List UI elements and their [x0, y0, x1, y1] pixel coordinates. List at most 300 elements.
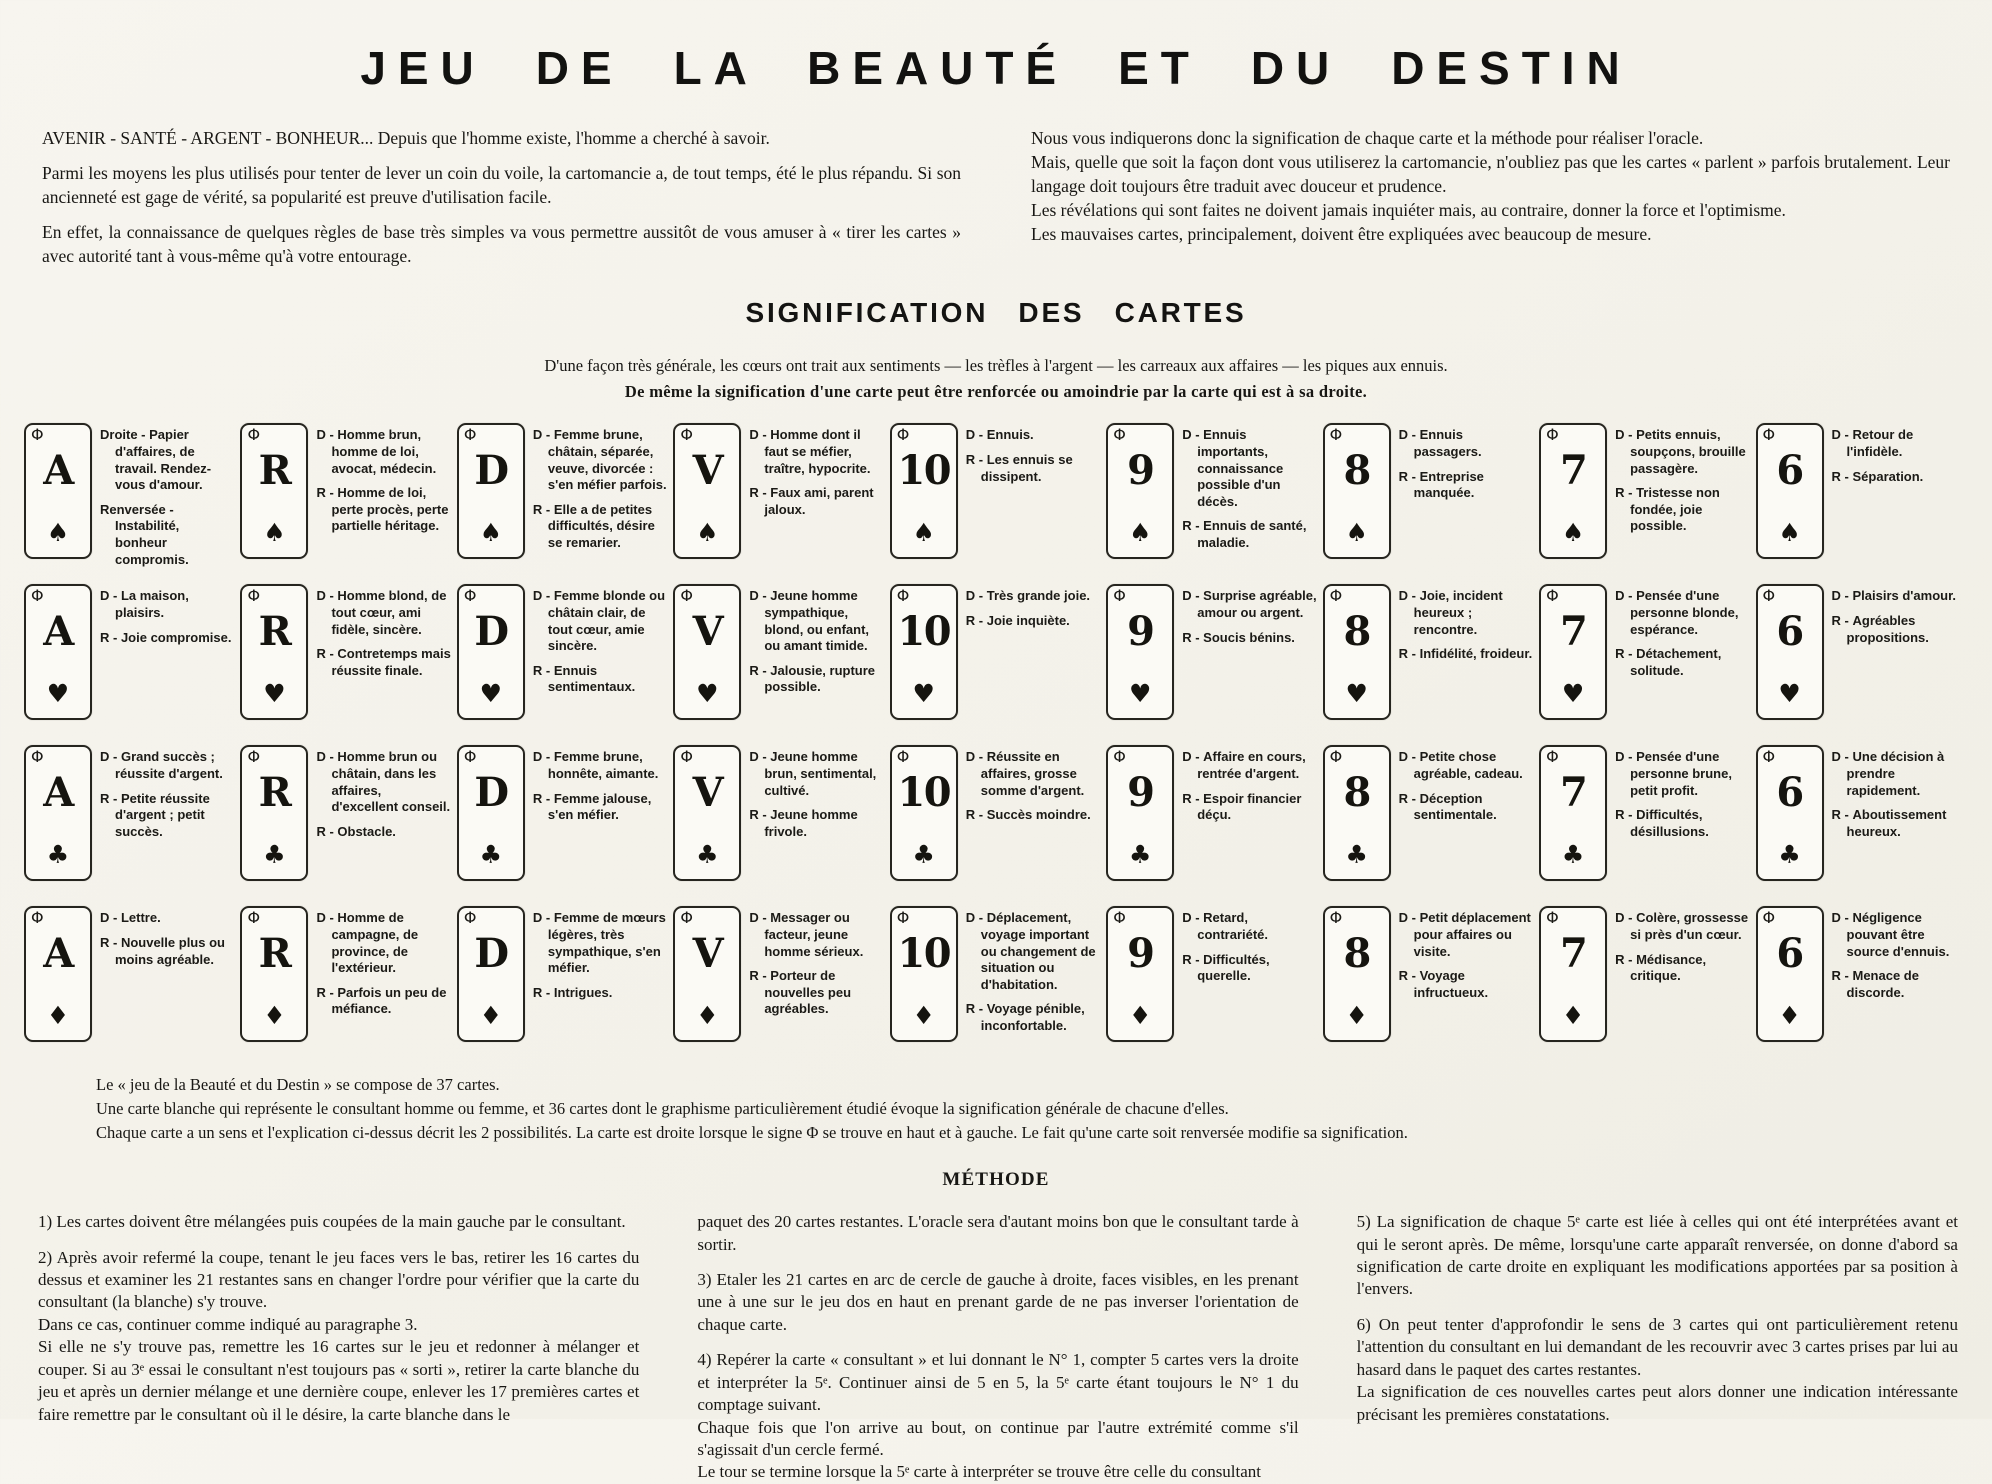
- upright-text: Femme de mœurs légères, très sympathique, s'en méfier.: [547, 910, 666, 976]
- orientation-mark-icon: Φ: [31, 425, 44, 445]
- suit-carreau-icon: ♦: [263, 1001, 286, 1031]
- card-cell-10-coeur: [890, 580, 1106, 741]
- suit-pique-icon: ♠: [1129, 518, 1152, 548]
- reversed-label: R -: [100, 630, 121, 645]
- playing-card: [1106, 745, 1174, 881]
- suit-pique-icon: ♠: [912, 518, 935, 548]
- reversed-meaning: [749, 485, 883, 518]
- reversed-text: Séparation.: [1852, 468, 1924, 484]
- card-cell-R-coeur: [240, 580, 456, 741]
- upright-text: Retour de l'infidèle.: [1846, 427, 1914, 459]
- suit-coeur-icon: ♥: [1345, 679, 1368, 709]
- card-cell-D-pique: [457, 419, 673, 580]
- upright-text: Déplacement, voyage important ou changement de situation ou d'habitation.: [980, 910, 1096, 992]
- card-value: R: [258, 769, 291, 817]
- upright-label: D -: [1182, 588, 1203, 603]
- suit-coeur-icon: ♥: [912, 679, 935, 709]
- card-value: D: [474, 447, 508, 495]
- reversed-text: Intrigues.: [553, 984, 613, 1000]
- reversed-label: R -: [533, 791, 554, 806]
- reversed-meaning: [966, 1001, 1100, 1034]
- reversed-text: Difficultés, désillusions.: [1630, 807, 1709, 839]
- card-value: 8: [1343, 769, 1370, 817]
- upright-text: Plaisirs d'amour.: [1852, 588, 1957, 604]
- upright-text: Homme de campagne, de province, de l'extérieur.: [331, 910, 419, 976]
- upright-label: D -: [316, 749, 337, 764]
- reversed-text: Ennuis de santé, maladie.: [1197, 518, 1307, 551]
- suit-pique-icon: ♠: [1345, 518, 1368, 548]
- reversed-text: Faux ami, parent jaloux.: [764, 485, 874, 517]
- upright-text: Petit déplacement pour affaires ou visite.: [1413, 910, 1531, 959]
- upright-label: D -: [316, 427, 337, 442]
- upright-meaning: [1615, 910, 1749, 943]
- orientation-mark-icon: Φ: [247, 747, 261, 767]
- upright-meaning: [533, 910, 667, 977]
- signification-line-1: D'une façon très générale, les cœurs ont trait aux sentiments — les trèfles à l'argent — les carreaux aux affaires — les piques aux ennuis.: [544, 355, 1448, 375]
- card-meaning: [1182, 741, 1322, 902]
- card-value: 9: [1127, 769, 1154, 817]
- upright-text: Réussite en affaires, grosse somme d'argent.: [980, 749, 1085, 798]
- orientation-mark-icon: Φ: [1329, 747, 1343, 767]
- reversed-label: R -: [1832, 968, 1853, 983]
- reversed-text: Aboutissement heureux.: [1846, 807, 1947, 839]
- suit-trefle-icon: ♣: [1561, 840, 1585, 870]
- playing-card: [890, 584, 958, 720]
- card-meaning: [1832, 902, 1972, 1063]
- upright-text: Surprise agréable, amour ou argent.: [1197, 588, 1317, 620]
- intro-section: [42, 126, 1950, 280]
- playing-card: [673, 906, 741, 1042]
- reversed-text: Médisance, critique.: [1630, 951, 1707, 984]
- playing-card: [24, 423, 92, 559]
- reversed-text: Les ennuis se dissipent.: [980, 451, 1073, 484]
- card-cell-10-pique: [890, 419, 1106, 580]
- card-value: 9: [1127, 608, 1154, 656]
- card-meaning: [1615, 419, 1755, 580]
- card-value: D: [474, 930, 508, 978]
- suit-trefle-icon: ♣: [912, 840, 935, 870]
- orientation-mark-icon: Φ: [247, 586, 261, 606]
- card-value: R: [258, 608, 291, 656]
- card-cell-6-coeur: [1756, 580, 1972, 741]
- card-cell-A-carreau: [24, 902, 240, 1063]
- suit-pique-icon: ♠: [1778, 518, 1801, 548]
- card-meaning: [749, 580, 889, 741]
- card-cell-6-trefle: [1756, 741, 1972, 902]
- card-cell-R-pique: [240, 419, 456, 580]
- upright-meaning: [749, 910, 883, 960]
- upright-text: Ennuis.: [986, 427, 1034, 443]
- playing-card: [1539, 745, 1607, 881]
- card-value: 8: [1343, 930, 1370, 978]
- card-meaning: [966, 902, 1106, 1063]
- card-cell-8-coeur: [1323, 580, 1539, 741]
- reversed-label: R -: [533, 985, 554, 1000]
- upright-text: Homme blond, de tout cœur, ami fidèle, sincère.: [331, 588, 447, 637]
- card-meaning: [1832, 419, 1972, 580]
- reversed-meaning: [1399, 469, 1533, 502]
- upright-text: Retard, contrariété.: [1197, 910, 1269, 942]
- card-cell-D-coeur: [457, 580, 673, 741]
- card-meaning: [533, 741, 673, 902]
- orientation-mark-icon: Φ: [1762, 908, 1776, 928]
- card-cell-10-trefle: [890, 741, 1106, 902]
- reversed-meaning: [100, 935, 234, 968]
- card-cell-V-coeur: [673, 580, 889, 741]
- card-cell-8-carreau: [1323, 902, 1539, 1063]
- orientation-mark-icon: Φ: [31, 747, 44, 767]
- upright-label: D -: [533, 427, 554, 442]
- reversed-meaning: [1399, 791, 1533, 824]
- upright-text: Grand succès ; réussite d'argent.: [115, 749, 223, 781]
- card-value: 6: [1776, 930, 1803, 978]
- reversed-meaning: [316, 985, 450, 1018]
- reversed-meaning: [966, 807, 1100, 824]
- upright-text: Homme dont il faut se méfier, traître, hypocrite.: [764, 427, 871, 476]
- reversed-meaning: [100, 630, 234, 647]
- playing-card: [457, 745, 525, 881]
- methode-column-1: [38, 1211, 639, 1484]
- playing-card: [1323, 906, 1391, 1042]
- card-value: A: [43, 930, 73, 978]
- reversed-label: R -: [966, 613, 987, 628]
- reversed-text: Parfois un peu de méfiance.: [331, 984, 447, 1017]
- card-value: 6: [1776, 447, 1803, 495]
- suit-pique-icon: ♠: [1561, 518, 1585, 548]
- upright-meaning: [1832, 427, 1966, 460]
- suit-carreau-icon: ♦: [1778, 1001, 1801, 1031]
- upright-label: D -: [1615, 910, 1636, 925]
- playing-card: [457, 906, 525, 1042]
- playing-card: [457, 423, 525, 559]
- reversed-meaning: [533, 502, 667, 552]
- upright-meaning: [1399, 910, 1533, 960]
- card-value: 9: [1127, 930, 1154, 978]
- suit-carreau-icon: ♦: [46, 1001, 70, 1031]
- upright-text: Homme brun ou châtain, dans les affaires, d'excellent conseil.: [331, 749, 451, 815]
- reversed-label: R -: [316, 485, 337, 500]
- reversed-label: R -: [1399, 469, 1420, 484]
- suit-coeur-icon: ♥: [1561, 679, 1585, 709]
- card-value: 6: [1776, 769, 1803, 817]
- card-meaning: [316, 580, 456, 741]
- orientation-mark-icon: Φ: [1113, 747, 1126, 767]
- reversed-label: Renversée -: [100, 502, 174, 517]
- upright-text: Pensée d'une personne brune, petit profit.: [1630, 749, 1732, 798]
- methode-paragraph: paquet des 20 cartes restantes. L'oracle sera d'autant moins bon que le consultant tarde à sortir.: [697, 1212, 1299, 1254]
- upright-text: Jeune homme sympathique, blond, ou enfant, ou amant timide.: [764, 588, 870, 654]
- upright-meaning: [1182, 749, 1316, 782]
- methode-column-3: [1357, 1211, 1958, 1484]
- reversed-label: R -: [1615, 952, 1636, 967]
- upright-label: D -: [1182, 749, 1203, 764]
- card-value: V: [692, 447, 723, 495]
- card-meaning: [1832, 741, 1972, 902]
- reversed-label: R -: [1182, 791, 1203, 806]
- reversed-meaning: [1832, 807, 1966, 840]
- reversed-label: R -: [533, 502, 554, 517]
- card-value: A: [43, 769, 73, 817]
- reversed-meaning: [1615, 807, 1749, 840]
- orientation-mark-icon: Φ: [31, 908, 44, 928]
- card-cell-D-trefle: [457, 741, 673, 902]
- orientation-mark-icon: Φ: [680, 425, 693, 445]
- playing-card: [890, 423, 958, 559]
- upright-text: Pensée d'une personne blonde, espérance.: [1630, 588, 1739, 637]
- methode-paragraph: Chaque fois que l'on arrive au bout, on continue par l'autre extrémité comme s'il s'agissait d'un cercle fermé.: [697, 1417, 1299, 1460]
- reversed-meaning: [749, 807, 883, 840]
- card-meaning: [1832, 580, 1972, 741]
- card-meaning: [1182, 419, 1322, 580]
- card-meaning: [533, 580, 673, 741]
- reversed-text: Contretemps mais réussite finale.: [331, 646, 451, 678]
- card-meaning: [533, 419, 673, 580]
- reversed-label: R -: [1832, 807, 1853, 822]
- reversed-text: Soucis bénins.: [1203, 629, 1295, 645]
- card-value: 7: [1559, 447, 1587, 495]
- upright-text: Femme brune, châtain, séparée, veuve, divorcée : s'en méfier parfois.: [547, 427, 667, 493]
- card-value: D: [474, 608, 508, 656]
- signification-line-2: De même la signification d'une carte peut être renforcée ou amoindrie par la carte qui est à sa droite.: [624, 381, 1368, 401]
- suit-carreau-icon: ♦: [479, 1001, 503, 1031]
- deck-composition-paragraph: [96, 1073, 1952, 1145]
- card-value: 7: [1559, 930, 1587, 978]
- intro-paragraph: Mais, quelle que soit la façon dont vous utiliserez la cartomancie, n'oubliez pas que les cartes « parlent » parfois brutalement. Leur langage doit toujours être traduit avec douceur et prudence.: [1031, 151, 1950, 196]
- reversed-label: R -: [1399, 791, 1420, 806]
- upright-meaning: [1832, 910, 1966, 960]
- card-value: V: [692, 769, 723, 817]
- reversed-text: Jalousie, rupture possible.: [764, 662, 876, 695]
- upright-label: D -: [1182, 427, 1203, 442]
- reversed-text: Agréables propositions.: [1846, 612, 1929, 645]
- upright-label: D -: [966, 427, 987, 442]
- suit-pique-icon: ♠: [263, 518, 286, 548]
- reversed-text: Succès moindre.: [986, 807, 1091, 823]
- suit-coeur-icon: ♥: [46, 679, 70, 709]
- upright-label: D -: [749, 910, 770, 925]
- methode-section: [38, 1211, 1958, 1484]
- reversed-meaning: [316, 646, 450, 679]
- reversed-text: Femme jalouse, s'en méfier.: [547, 790, 652, 823]
- card-cell-V-trefle: [673, 741, 889, 902]
- reversed-label: R -: [316, 985, 337, 1000]
- card-value: 7: [1559, 608, 1587, 656]
- methode-paragraph: 3) Etaler les 21 cartes en arc de cercle de gauche à droite, faces visibles, en les prenant une à une sur le jeu dos en haut en prenant garde de ne pas inverser l'orientation de chaque carte.: [697, 1269, 1299, 1334]
- suit-carreau-icon: ♦: [1345, 1001, 1368, 1031]
- orientation-mark-icon: Φ: [680, 586, 693, 606]
- card-meaning: [1615, 741, 1755, 902]
- upright-label: D -: [1399, 910, 1420, 925]
- card-meaning: [749, 419, 889, 580]
- card-meaning: [1615, 580, 1755, 741]
- upright-meaning: [1182, 910, 1316, 943]
- suit-coeur-icon: ♥: [696, 679, 719, 709]
- orientation-mark-icon: Φ: [463, 425, 477, 445]
- upright-text: Petite chose agréable, cadeau.: [1413, 749, 1523, 781]
- playing-card: [1323, 745, 1391, 881]
- intro-paragraph: Les mauvaises cartes, principalement, doivent être expliquées avec beaucoup de mesure.: [1031, 224, 1652, 245]
- card-meaning: [316, 902, 456, 1063]
- card-meaning: [316, 741, 456, 902]
- card-cell-A-pique: [24, 419, 240, 580]
- upright-text: Colère, grossesse si près d'un cœur.: [1630, 910, 1749, 942]
- card-cell-7-trefle: [1539, 741, 1755, 902]
- upright-text: Femme blonde ou châtain clair, de tout cœur, amie sincère.: [547, 588, 666, 654]
- playing-card: [1756, 906, 1824, 1042]
- card-meaning: [749, 741, 889, 902]
- upright-label: D -: [1832, 749, 1853, 764]
- upright-text: Affaire en cours, rentrée d'argent.: [1197, 749, 1306, 781]
- reversed-meaning: [1399, 968, 1533, 1001]
- upright-label: D -: [100, 749, 121, 764]
- reversed-text: Porteur de nouvelles peu agréables.: [764, 968, 852, 1017]
- reversed-label: R -: [1399, 968, 1420, 983]
- orientation-mark-icon: Φ: [1113, 425, 1126, 445]
- playing-card: [24, 906, 92, 1042]
- upright-label: D -: [1399, 427, 1420, 442]
- card-cell-9-carreau: [1106, 902, 1322, 1063]
- methode-paragraph: 2) Après avoir refermé la coupe, tenant le jeu faces vers le bas, retirer les 16 cartes du dessus et examiner les 21 restantes sans en changer l'ordre pour vérifier que la carte du consultant (la blanche) s'y trouve.: [38, 1247, 640, 1312]
- reversed-label: R -: [1182, 630, 1203, 645]
- playing-card: [240, 423, 308, 559]
- reversed-label: R -: [966, 452, 987, 467]
- upright-text: La maison, plaisirs.: [115, 588, 189, 620]
- reversed-label: R -: [316, 824, 337, 839]
- upright-label: D -: [1182, 910, 1203, 925]
- upright-meaning: [316, 588, 450, 638]
- orientation-mark-icon: Φ: [896, 425, 910, 445]
- playing-card: [1539, 906, 1607, 1042]
- reversed-text: Espoir financier déçu.: [1197, 790, 1302, 823]
- upright-meaning: [1615, 749, 1749, 799]
- playing-card: [1756, 584, 1824, 720]
- playing-card: [457, 584, 525, 720]
- upright-label: D -: [749, 588, 770, 603]
- card-meanings-grid: [24, 419, 1972, 1063]
- upright-label: D -: [316, 910, 337, 925]
- reversed-text: Entreprise manquée.: [1413, 468, 1484, 501]
- orientation-mark-icon: Φ: [1762, 747, 1776, 767]
- reversed-meaning: [533, 791, 667, 824]
- upright-meaning: [1615, 427, 1749, 477]
- suit-carreau-icon: ♦: [912, 1001, 935, 1031]
- methode-paragraph: 5) La signification de chaque 5ᵉ carte est liée à celles qui ont été interprétées avant et qui le seront après. De même, lorsqu'une carte apparaît renversée, on donne d'abord sa signification de carte droite en expliquant les modifications apportées par sa position à l'envers.: [1356, 1212, 1958, 1299]
- playing-card: [240, 906, 308, 1042]
- reversed-text: Infidélité, froideur.: [1419, 646, 1533, 662]
- playing-card: [890, 906, 958, 1042]
- upright-meaning: [1182, 588, 1316, 621]
- reversed-label: R -: [1615, 807, 1636, 822]
- reversed-meaning: [749, 968, 883, 1018]
- card-cell-V-pique: [673, 419, 889, 580]
- suit-pique-icon: ♠: [46, 518, 70, 548]
- card-value: A: [43, 447, 73, 495]
- methode-paragraph: 6) On peut tenter d'approfondir le sens de 3 cartes qui ont particulièrement retenu l'attention du consultant en lui demandant de les recouvrir avec 3 cartes prises par lui au hasard dans le paquet des cartes restantes.: [1356, 1314, 1958, 1379]
- upright-meaning: [533, 427, 667, 494]
- card-meaning: [1615, 902, 1755, 1063]
- suit-pique-icon: ♠: [479, 518, 503, 548]
- document-page: [0, 31, 1992, 1482]
- reversed-label: R -: [749, 807, 770, 822]
- reversed-text: Obstacle.: [337, 823, 396, 839]
- suit-trefle-icon: ♣: [479, 840, 503, 870]
- upright-meaning: [1832, 588, 1966, 605]
- card-meaning: [100, 580, 240, 741]
- composition-line: Une carte blanche qui représente le consultant homme ou femme, et 36 cartes dont le graphisme particulièrement étudié évoque la signification générale de chacune d'elles.: [96, 1099, 1229, 1119]
- reversed-meaning: [533, 985, 667, 1002]
- reversed-meaning: [1615, 952, 1749, 985]
- card-value: 10: [897, 930, 950, 978]
- orientation-mark-icon: Φ: [1762, 425, 1776, 445]
- intro-right-column: [1031, 126, 1950, 280]
- upright-meaning: [966, 749, 1100, 799]
- card-cell-8-pique: [1323, 419, 1539, 580]
- card-value: 8: [1343, 447, 1370, 495]
- playing-card: [1106, 584, 1174, 720]
- reversed-meaning: [1615, 646, 1749, 679]
- playing-card: [24, 745, 92, 881]
- playing-card: [1756, 745, 1824, 881]
- reversed-meaning: [966, 613, 1100, 630]
- upright-label: D -: [1832, 588, 1853, 603]
- reversed-text: Détachement, solitude.: [1630, 646, 1722, 678]
- upright-meaning: [100, 427, 234, 494]
- signification-heading: SIGNIFICATION DES CARTES: [745, 297, 1247, 329]
- card-meaning: [100, 741, 240, 902]
- upright-label: Droite -: [100, 427, 149, 442]
- reversed-label: R -: [1615, 646, 1636, 661]
- reversed-label: R -: [1615, 485, 1636, 500]
- reversed-meaning: [1182, 791, 1316, 824]
- reversed-text: Difficultés, querelle.: [1197, 951, 1270, 984]
- playing-card: [673, 584, 741, 720]
- playing-card: [1539, 423, 1607, 559]
- card-value: V: [692, 930, 723, 978]
- reversed-meaning: [100, 791, 234, 841]
- orientation-mark-icon: Φ: [896, 586, 910, 606]
- orientation-mark-icon: Φ: [1329, 586, 1343, 606]
- card-value: 10: [897, 608, 950, 656]
- upright-label: D -: [1832, 427, 1853, 442]
- card-cell-8-trefle: [1323, 741, 1539, 902]
- orientation-mark-icon: Φ: [463, 747, 477, 767]
- upright-label: D -: [533, 910, 554, 925]
- reversed-meaning: [1399, 646, 1533, 663]
- upright-meaning: [1615, 588, 1749, 638]
- card-meaning: [966, 741, 1106, 902]
- reversed-label: R -: [1832, 613, 1853, 628]
- composition-line: Le « jeu de la Beauté et du Destin » se compose de 37 cartes.: [96, 1075, 500, 1095]
- reversed-meaning: [966, 452, 1100, 485]
- reversed-text: Instabilité, bonheur compromis.: [115, 518, 189, 567]
- card-value: 10: [897, 769, 950, 817]
- upright-text: Ennuis importants, connaissance possible d'un décès.: [1197, 427, 1284, 509]
- card-cell-6-pique: [1756, 419, 1972, 580]
- upright-text: Homme brun, homme de loi, avocat, médecin.: [331, 427, 437, 476]
- suit-coeur-icon: ♥: [1778, 679, 1801, 709]
- upright-label: D -: [749, 749, 770, 764]
- upright-label: D -: [966, 588, 987, 603]
- card-cell-R-carreau: [240, 902, 456, 1063]
- card-value: 10: [897, 447, 950, 495]
- reversed-text: Déception sentimentale.: [1413, 790, 1497, 823]
- intro-paragraph: AVENIR - SANTÉ - ARGENT - BONHEUR... Depuis que l'homme existe, l'homme a cherché à savoir.: [42, 127, 770, 148]
- methode-paragraph: 4) Repérer la carte « consultant » et lui donnant le N° 1, compter 5 cartes vers la droite et interpréter la 5ᵉ. Continuer ainsi de 5 en 5, la 5ᵉ carte étant toujours le N° 1 du comptage suivant.: [697, 1350, 1299, 1415]
- upright-text: Ennuis passagers.: [1413, 427, 1482, 459]
- card-value: 9: [1127, 447, 1154, 495]
- upright-label: D -: [966, 749, 987, 764]
- reversed-label: R -: [533, 663, 554, 678]
